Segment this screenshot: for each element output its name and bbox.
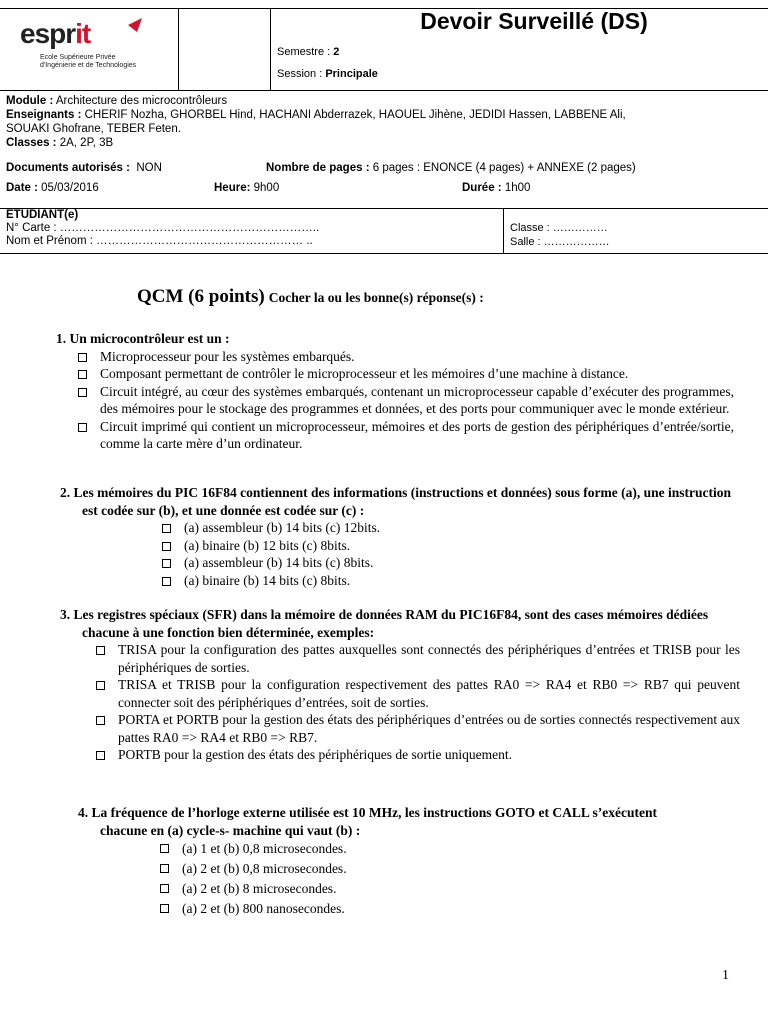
option-text: (a) binaire (b) 14 bits (c) 8bits. (184, 572, 351, 588)
option-text: (a) 2 et (b) 8 microsecondes. (182, 881, 337, 896)
question-header: 2. Les mémoires du PIC 16F84 contiennent des informations (instructions et données) sous forme (a), une instruction est codée sur (b), et une donnée est codée sur (c) : (60, 485, 731, 518)
checkbox-icon[interactable] (160, 844, 169, 853)
answer-option[interactable] (158, 899, 698, 919)
answer-option[interactable] (160, 572, 736, 590)
option-text: (a) 2 et (b) 800 nanosecondes. (182, 901, 345, 916)
option-text: PORTB pour la gestion des états des périphériques de sortie uniquement. (118, 747, 512, 762)
answer-option[interactable] (94, 746, 740, 764)
documents-label: Documents autorisés : (6, 162, 130, 174)
option-text: (a) 2 et (b) 0,8 microsecondes. (182, 861, 347, 876)
page-number: 1 (722, 968, 729, 983)
pages-label: Nombre de pages : (266, 162, 370, 174)
option-text: Circuit imprimé qui contient un microprocesseur, mémoires et des ports de gestion des périphériques d’entrée/sortie, comme la carte mère d’un ordinateur. (100, 418, 734, 451)
checkbox-icon[interactable] (162, 524, 171, 533)
duree-value: 1h00 (504, 182, 531, 194)
answer-option[interactable] (160, 519, 736, 537)
question-4 (78, 804, 698, 919)
semestre (277, 46, 339, 58)
checkbox-icon[interactable] (162, 559, 171, 568)
question-1 (56, 330, 734, 453)
pages-info (266, 161, 636, 175)
session-value: Principale (325, 68, 378, 80)
question-3 (60, 606, 740, 764)
classes-label: Classes : (6, 137, 57, 149)
answer-option[interactable] (158, 859, 698, 879)
student-title: ETUDIANT(e) (6, 209, 79, 221)
question-header: 1. Un microcontrôleur est un : (56, 331, 230, 346)
checkbox-icon[interactable] (160, 864, 169, 873)
student-card-field[interactable]: N° Carte : ………………………………………………………….. (6, 222, 320, 234)
option-text: (a) assembleur (b) 14 bits (c) 12bits. (184, 520, 381, 535)
module-value: Architecture des microcontrôleurs (55, 95, 228, 107)
date-info (6, 181, 99, 195)
qcm-title: QCM (6 points) (137, 286, 265, 307)
checkbox-icon[interactable] (78, 370, 87, 379)
documents-value: NON (136, 162, 162, 174)
option-text: Circuit intégré, au cœur des systèmes embarqués, contenant un microprocesseur capable d’exécuter des programmes, des mémoires pour le stockage des programmes et données, et des ports pour communiquer avec le monde extérieur. (100, 383, 734, 416)
module-info (6, 94, 762, 150)
classes-value: 2A, 2P, 3B (59, 137, 114, 149)
option-text: (a) 1 et (b) 0,8 microsecondes. (182, 841, 347, 856)
logo-subtitle (40, 54, 136, 70)
answer-option[interactable] (76, 348, 734, 366)
option-text: TRISA et TRISB pour la configuration respectivement des pattes RA0 => RA4 et RB0 => RB7 qui peuvent connecter soit des périphériques d’entrées, soit de sorties. (118, 677, 740, 710)
answer-option[interactable] (94, 641, 740, 676)
module-label: Module : (6, 95, 54, 107)
documents-info (6, 161, 162, 175)
date-label: Date : (6, 182, 38, 194)
answer-option[interactable] (76, 418, 734, 453)
qcm-heading (137, 286, 484, 308)
option-text: (a) assembleur (b) 14 bits (c) 8bits. (184, 555, 374, 570)
checkbox-icon[interactable] (78, 388, 87, 397)
option-text: TRISA pour la configuration des pattes auxquelles sont connectés des périphériques d’entrées et TRISB pour les périphériques de sorties. (118, 642, 740, 675)
heure-label: Heure: (214, 182, 251, 194)
checkbox-icon[interactable] (96, 646, 105, 655)
duree-info (462, 181, 530, 195)
qcm-instruction: Cocher la ou les bonne(s) réponse(s) : (268, 290, 484, 305)
enseignants-value-cont: SOUAKI Ghofrane, TEBER Feten. (6, 123, 181, 135)
answer-option[interactable] (76, 365, 734, 383)
heure-info (214, 181, 279, 195)
enseignants-value: CHERIF Nozha, GHORBEL Hind, HACHANI Abderrazek, HAOUEL Jihène, JEDIDI Hassen, LABBENE Ali, (84, 109, 626, 121)
option-text: Microprocesseur pour les systèmes embarqués. (100, 348, 355, 364)
student-fields (6, 209, 319, 248)
logo-arrow-icon (128, 18, 142, 32)
question-header: 4. La fréquence de l’horloge externe utilisée est 10 MHz, les instructions GOTO et CALL s’exécutent chacune en (a) cycle-s- machine qui vaut (b) : (78, 805, 658, 838)
heure-value: 9h00 (253, 182, 280, 194)
answer-option[interactable] (158, 839, 698, 859)
answer-option[interactable] (94, 676, 740, 711)
esprit-logo (20, 18, 170, 78)
semestre-label: Semestre : (277, 46, 331, 58)
duree-label: Durée : (462, 182, 502, 194)
student-name-field[interactable]: Nom et Prénom : ……………………………………………… .. (6, 235, 313, 247)
checkbox-icon[interactable] (78, 423, 87, 432)
checkbox-icon[interactable] (96, 716, 105, 725)
option-text: Composant permettant de contrôler le microprocesseur et les mémoires d’une machine à distance. (100, 366, 629, 381)
checkbox-icon[interactable] (162, 542, 171, 551)
answer-option[interactable] (94, 711, 740, 746)
student-class-field[interactable]: Classe : …………… (510, 222, 608, 234)
checkbox-icon[interactable] (160, 884, 169, 893)
student-salle-field[interactable]: Salle : ……………… (510, 236, 610, 248)
date-value: 05/03/2016 (41, 182, 99, 194)
logo-subtitle-line: d'Ingénierie et de Technologies (40, 62, 137, 69)
answer-option[interactable] (160, 537, 736, 555)
student-room-fields (510, 221, 610, 249)
checkbox-icon[interactable] (78, 353, 87, 362)
checkbox-icon[interactable] (160, 904, 169, 913)
session (277, 68, 378, 80)
question-2 (60, 484, 736, 589)
answer-option[interactable] (76, 383, 734, 418)
session-label: Session : (277, 68, 323, 80)
checkbox-icon[interactable] (162, 577, 171, 586)
option-text: PORTA et PORTB pour la gestion des états des périphériques d’entrées ou de sorties connectés respectivement aux pattes RA0 => RA4 et RB0 => RB7. (118, 712, 740, 745)
answer-option[interactable] (160, 554, 736, 572)
option-text: (a) binaire (b) 12 bits (c) 8bits. (184, 537, 351, 553)
pages-value: 6 pages : ENONCE (4 pages) + ANNEXE (2 pages) (372, 162, 636, 174)
checkbox-icon[interactable] (96, 681, 105, 690)
question-header: 3. Les registres spéciaux (SFR) dans la mémoire de données RAM du PIC16F84, sont des cases mémoires dédiées chacune à une fonction bien déterminée, exemples: (60, 607, 709, 640)
checkbox-icon[interactable] (96, 751, 105, 760)
logo-subtitle-line: Ecole Supérieure Privée (40, 54, 116, 61)
page-title: Devoir Surveillé (DS) (420, 8, 648, 34)
logo-wordmark: esprit (20, 18, 91, 49)
enseignants-label: Enseignants : (6, 109, 82, 121)
semestre-value: 2 (333, 46, 340, 58)
answer-option[interactable] (158, 879, 698, 899)
